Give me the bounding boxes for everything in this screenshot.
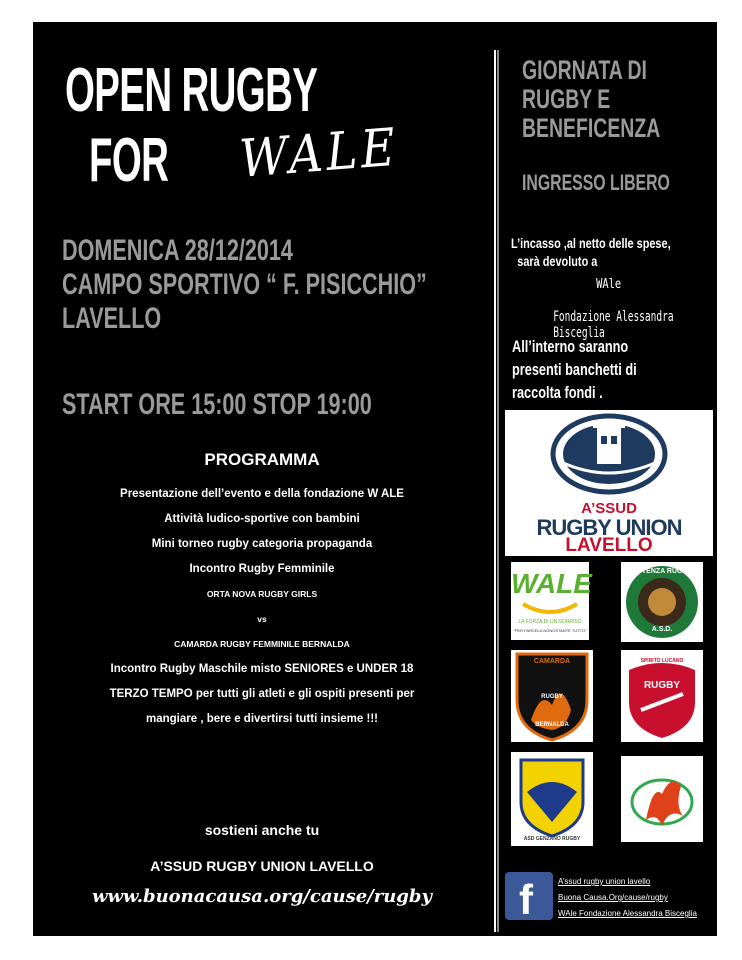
programma-item: Attività ludico-sportive con bambini <box>164 513 360 525</box>
logo-rugby-union-text: RUGBY UNION <box>536 515 682 540</box>
programma-item: Incontro Rugby Maschile misto SENIORES e UNDER 18 <box>110 663 414 675</box>
right-heading-line: GIORNATA DI <box>522 55 647 85</box>
camarda-mid-text: RUGBY <box>541 694 563 700</box>
incasso-text <box>511 234 671 270</box>
programma-item: CAMARDA RUGBY FEMMINILE BERNALDA <box>174 639 350 649</box>
programma-item: mangiare , bere e divertirsi tutti insieme !!! <box>146 713 378 725</box>
wale-name: WAle <box>596 277 622 292</box>
team-name: A’SSUD RUGBY UNION LAVELLO <box>150 858 374 874</box>
interno-line: presenti banchetti di <box>512 360 637 379</box>
incasso-line: L’incasso ,al netto delle spese, <box>511 235 671 251</box>
facebook-link[interactable]: WAle Fondazione Alessandra Bisceglia <box>558 909 697 918</box>
right-heading <box>522 56 660 143</box>
title-line2: FOR <box>89 126 169 195</box>
logo-assud-text: A’SSUD <box>581 500 637 517</box>
camarda-bot-text: BERNALDA <box>535 722 569 728</box>
smile-icon <box>521 602 579 616</box>
programma-item: Incontro Rugby Femminile <box>189 563 335 575</box>
programma-item: ORTA NOVA RUGBY GIRLS <box>206 589 318 599</box>
right-heading-line: BENEFICENZA <box>522 113 661 143</box>
title-wale-script: WALE <box>237 117 401 190</box>
programma-title: PROGRAMMA <box>204 450 320 469</box>
phoenix-icon <box>621 756 703 842</box>
right-heading-line: RUGBY E <box>522 84 611 114</box>
interno-text <box>512 335 637 404</box>
phoenix-logo <box>621 756 703 842</box>
facebook-link[interactable]: A’ssud rugby union lavello <box>558 877 651 886</box>
title-line1: OPEN RUGBY <box>65 56 318 125</box>
wale-logo <box>511 562 592 640</box>
programma-item: Mini torneo rugby categoria propaganda <box>151 538 373 550</box>
donation-link[interactable]: www.buonacausa.org/cause/rugby <box>92 886 432 907</box>
programma-item: vs <box>257 614 267 624</box>
facebook-f-glyph: f <box>519 876 533 923</box>
event-time: START ORE 15:00 STOP 19:00 <box>62 388 372 421</box>
programma-list <box>33 482 491 732</box>
programma-item: Presentazione dell’evento e della fondazione W ALE <box>120 488 404 500</box>
spirito-top-text: SPIRITO LUCANO <box>640 658 684 664</box>
potenza-top-text: POTENZA RUGBY <box>631 568 693 575</box>
genzano-rugby-logo <box>511 752 593 846</box>
vertical-divider-shadow <box>497 50 499 932</box>
camarda-rugby-logo <box>511 650 593 742</box>
wale-logo-sub: "PER FARCELA NONOSTANTE TUTTO" <box>513 628 587 633</box>
wale-logo-text: WALE <box>511 568 592 599</box>
genzano-text: ASD GENZANO RUGBY <box>523 836 581 842</box>
event-place: CAMPO SPORTIVO “ F. PISICCHIO” <box>62 268 427 301</box>
poster <box>33 22 717 936</box>
facebook-link[interactable]: Buona Causa.Org/cause/rugby <box>558 893 668 902</box>
potenza-rugby-logo <box>621 562 703 642</box>
eagle-shield-icon <box>511 752 593 846</box>
logo-lavello-text: LAVELLO <box>565 535 653 556</box>
spirito-lucano-logo <box>621 650 703 742</box>
interno-line: raccolta fondi . <box>512 383 603 402</box>
facebook-links <box>558 874 697 922</box>
event-info <box>62 234 427 336</box>
event-date: DOMENICA 28/12/2014 <box>62 234 293 267</box>
fondazione-name: Fondazione Alessandra Bisceglia <box>553 309 674 341</box>
incasso-line: sarà devoluto a <box>517 253 598 269</box>
sostieni-text: sostieni anche tu <box>204 822 320 838</box>
ingresso-libero: INGRESSO LIBERO <box>522 170 670 195</box>
interno-line: All’interno saranno <box>512 337 629 356</box>
facebook-icon[interactable] <box>505 872 553 923</box>
event-town: LAVELLO <box>62 302 162 335</box>
assud-rugby-logo <box>505 410 713 556</box>
spirito-mid-text: RUGBY <box>643 680 681 691</box>
wale-logo-tag: LA FORZA DI UN SORRISO <box>518 619 582 625</box>
programma-item: TERZO TEMPO per tutti gli atleti e gli ospiti presenti per <box>109 688 415 700</box>
vertical-divider <box>491 50 496 932</box>
potenza-bot-text: A.S.D. <box>651 626 673 633</box>
camarda-top-text: CAMARDA <box>533 658 571 665</box>
